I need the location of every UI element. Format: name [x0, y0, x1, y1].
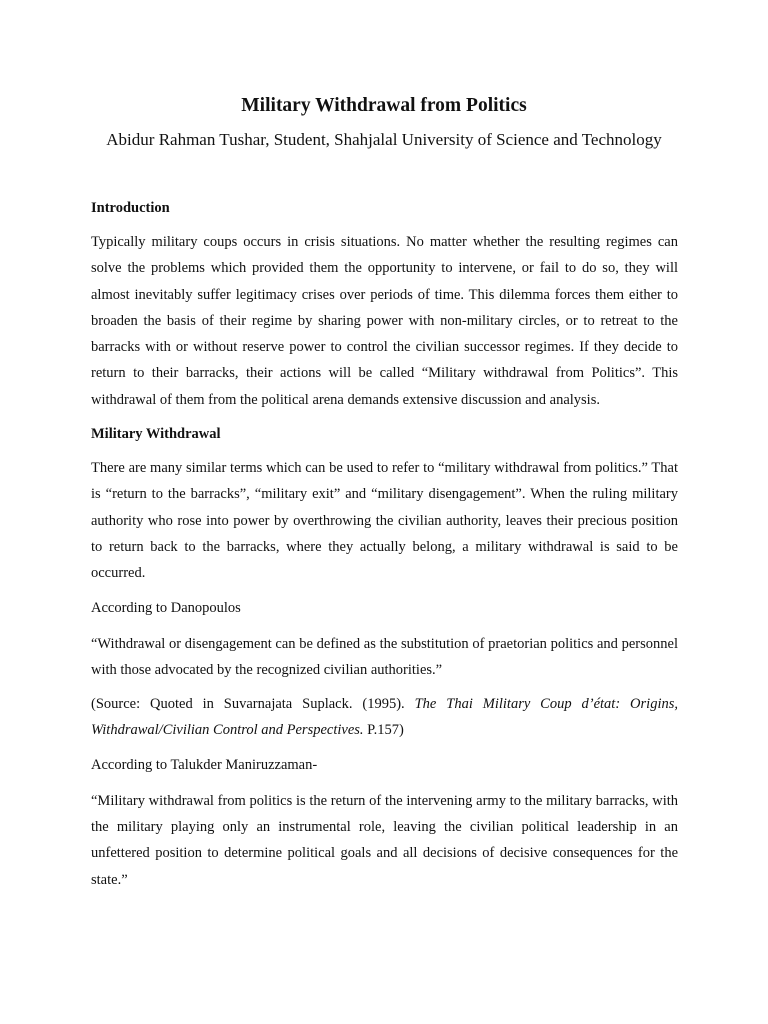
source-citation — [91, 691, 678, 744]
source-suffix: P.157) — [363, 722, 404, 739]
source-title: The Thai Military Coup d’état: Origins, Withdrawal/Civilian Control and Perspectives. — [91, 696, 678, 739]
military-withdrawal-paragraph: There are many similar terms which can be used to refer to “military withdrawal from politics.” That is “return to the barracks”, “military exit” and “military disengagement”. When the ruling military authority who rose into power by overthrowing the civilian authority, leaves their precious position to return back to the barracks, where they actually belong, a military withdrawal is said to be occurred. — [91, 460, 678, 582]
document-title: Military Withdrawal from Politics — [241, 95, 527, 116]
source-prefix: (Source: Quoted in Suvarnajata Suplack. (1995). — [91, 696, 415, 713]
introduction-heading: Introduction — [91, 200, 170, 216]
author-line: Abidur Rahman Tushar, Student, Shahjalal University of Science and Technology — [106, 130, 662, 149]
military-withdrawal-heading: Military Withdrawal — [91, 426, 221, 443]
danopoulos-intro: According to Danopoulos — [91, 599, 241, 616]
maniruzzaman-quote: “Military withdrawal from politics is the return of the intervening army to the military barracks, with the military playing only an instrumental role, leaving the civilian political leadership in an unfettered position to determine political goals and all decisions of decisive consequences for the state.” — [91, 792, 678, 888]
maniruzzaman-intro: According to Talukder Maniruzzaman- — [91, 756, 318, 773]
introduction-paragraph: Typically military coups occurs in crisis situations. No matter whether the resulting regimes can solve the problems which provided them the opportunity to intervene, or fail to do so, they will almost inevitably suffer legitimacy crises over periods of time. This dilemma forces them either to broaden the basis of their regime by sharing power with non-military circles, or to retreat to the barracks with or without reserve power to control the civilian successor regimes. If they decide to return to their barracks, their actions will be called “Military withdrawal from Politics”. This withdrawal of them from the political arena demands extensive discussion and analysis. — [91, 234, 678, 408]
danopoulos-quote: “Withdrawal or disengagement can be defined as the substitution of praetorian politics and personnel with those advocated by the recognized civilian authorities.” — [91, 635, 678, 678]
document-body — [91, 195, 678, 901]
